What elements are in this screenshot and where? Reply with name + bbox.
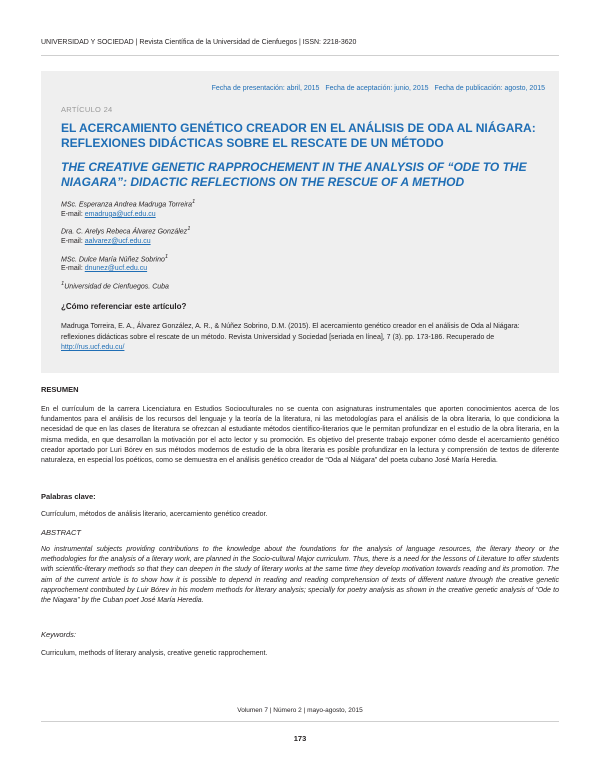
article-label: ARTÍCULO 24 [61, 105, 113, 114]
author-email: E-mail: aalvarez@ucf.edu.cu [61, 238, 151, 246]
author-name: Dra. C. Arelys Rebeca Álvarez González$^1$ [61, 226, 191, 236]
author-name: MSc. Dulce María Núñez Sobrino$^1$ [61, 253, 169, 263]
palabras-clave-text: Currículum, métodos de análisis literario, acercamiento genético creador. [41, 511, 268, 518]
author-entry [61, 225, 195, 246]
resumen-heading: RESUMEN [41, 385, 79, 394]
author-entry [61, 198, 195, 219]
page-number: 173 [293, 734, 307, 743]
header-rule [41, 55, 559, 56]
affiliation: $^1$Universidad de Cienfuegos. Cuba [61, 280, 169, 291]
title-english [61, 160, 551, 190]
resumen-text: En el currículum de la carrera Licenciatura en Estudios Socioculturales no se cuenta con asignaturas instrumentales que aporten conocimientos acerca de los fundamentos para el análisis de los recursos del lenguaje y la teoría de la literatura, ni las metodologías para el análisis de la obra literaria, lo que condiciona la necesidad de que en las clases de literatura se ofrezcan al estudiante métodos científico-literarios que le permitan profundizar en el estudio de la obra literaria, en la misma medida, en que desarrollan la motivación por el acto lector y su promoción. Es objetivo del presente trabajo exponer cómo desde el acercamiento genético creador aportado por Luri Bórev en sus métodos modernos de estudio de la obra literaria es posible profundizar en la lectura y comprensión de textos de diferente naturaleza, en especial los poéticos, como se demuestra en el análisis genético creador de “Oda al Niágara” del poeta cubano José María Heredia. [41, 406, 559, 465]
author-email: E-mail: dnunez@ucf.edu.cu [61, 265, 148, 273]
author-email-link[interactable]: emadruga@ucf.edu.cu [84, 210, 156, 218]
front-matter-box [41, 71, 559, 373]
citation-url-link[interactable]: http://rus.ucf.edu.cu/ [61, 344, 125, 351]
keywords-text: Curriculum, methods of literary analysis, creative genetic rapprochement. [41, 650, 268, 657]
title-spanish [61, 121, 551, 151]
author-email-link[interactable]: dnunez@ucf.edu.cu [84, 265, 148, 273]
publication-dates [208, 85, 545, 92]
date-published: Fecha de publicación: agosto, 2015 [434, 85, 545, 92]
author-entry [61, 253, 195, 274]
journal-header: UNIVERSIDAD Y SOCIEDAD | Revista Científica de la Universidad de Cienfuegos | ISSN: 2218-3620 [41, 39, 357, 46]
author-email-link[interactable]: aalvarez@ucf.edu.cu [84, 238, 151, 246]
palabras-clave-heading: Palabras clave: [41, 492, 96, 501]
abstract-text: No instrumental subjects providing contributions to the knowledge about the foundations for the analysis of language resources, the literary theory or the methodologies for the analysis of a literary work, are planned in the Socio-cultural Major curriculum. Thus, there is a need for the lessons of Literature to offer students with scientific-literary methods so that they can deepen in the study of literary works at the same time they develop motivation towards reading and its promotion. The aim of the current article is to show how it is possible to depend in reading and reading comprehension of texts of different nature through the creative genetic rapprochement contributed by Luir Bórev in his modern methods for literary analysis; specially for poetry analysis as shown in the creative genetic analysis of “Ode to the Niagara” by the Cuban poet José María Heredia. [41, 546, 559, 605]
author-email: E-mail: emadruga@ucf.edu.cu [61, 210, 156, 218]
date-presented: Fecha de presentación: abril, 2015 [211, 85, 320, 92]
author-name: MSc. Esperanza Andrea Madruga Torreira$^1$ [61, 199, 196, 209]
abstract-heading: ABSTRACT [41, 528, 82, 537]
citation-text: Madruga Torreira, E. A., Álvarez González, A. R., & Núñez Sobrino, D.M. (2015). El acercamiento genético creador en el análisis de Oda al Niágara: reflexiones didácticas sobre el rescate de un método. Revista Universidad y Sociedad [seriada en línea], 7 (3). pp. 173-186. Recuperado de http://rus.ucf.edu.cu/ [61, 323, 520, 351]
author-list [61, 198, 195, 292]
how-to-cite-heading: ¿Cómo referenciar este artículo? [61, 302, 187, 311]
title-spanish-line-2: REFLEXIONES DIDÁCTICAS SOBRE EL RESCATE DE UN MÉTODO [61, 136, 444, 150]
date-accepted: Fecha de aceptación: junio, 2015 [325, 85, 429, 92]
title-english-line-2: NIAGARA”: DIDACTIC REFLECTIONS ON THE RESCUE OF A METHOD [61, 175, 465, 189]
title-spanish-line-1: EL ACERCAMIENTO GENÉTICO CREADOR EN EL ANÁLISIS DE ODA AL NIÁGARA: [61, 121, 536, 135]
keywords-heading: Keywords: [41, 630, 77, 639]
footer-rule [41, 721, 559, 722]
footer-issue: Volumen 7 | Número 2 | mayo-agosto, 2015 [237, 707, 363, 714]
title-english-line-1: THE CREATIVE GENETIC RAPPROCHEMENT IN THE ANALYSIS OF “ODE TO THE [61, 160, 527, 174]
